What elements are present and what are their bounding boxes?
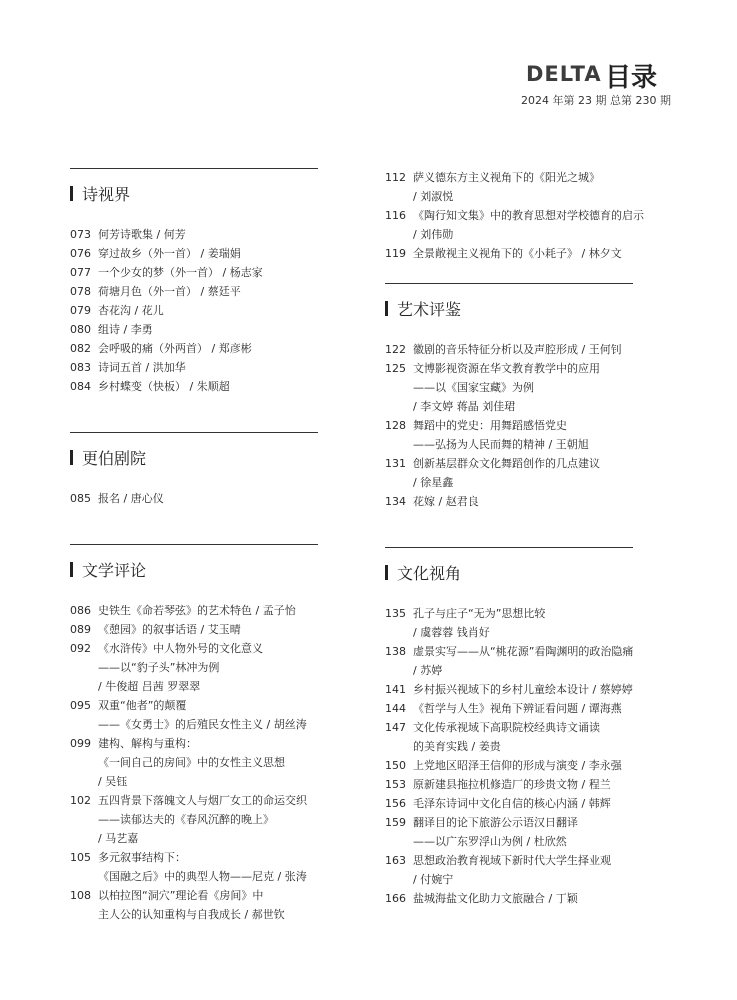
page-number: 086 <box>70 604 91 617</box>
page-number: 092 <box>70 642 91 655</box>
section-header <box>70 183 320 203</box>
toc-entry[interactable] <box>70 225 320 244</box>
section-continued <box>385 168 670 263</box>
entry-subtitle: 的美育实践 / 姜贵 <box>413 740 501 753</box>
toc-entry[interactable] <box>70 339 320 358</box>
toc-entry[interactable] <box>385 454 670 473</box>
page-title: 目录 <box>605 63 658 93</box>
entry-text: 报名 / 唐心仪 <box>98 492 164 505</box>
entry-text: 《水浒传》中人物外号的文化意义 <box>98 642 263 655</box>
toc-entry[interactable] <box>385 718 670 737</box>
section-marker <box>385 565 388 580</box>
entry-text: 双重“他者”的颠覆 <box>98 699 187 712</box>
toc-entry[interactable] <box>70 263 320 282</box>
entry-text: 乡村振兴视域下的乡村儿童绘本设计 / 蔡婷婷 <box>413 683 633 696</box>
page-number: 125 <box>385 362 406 375</box>
entry-text: 杏花沟 / 花儿 <box>98 304 164 317</box>
page-number: 166 <box>385 892 406 905</box>
delta-logo: DELTA <box>526 62 602 86</box>
section-shi-shi-jie <box>70 168 320 396</box>
toc-entry[interactable] <box>385 851 670 870</box>
entry-text: 全景敞视主义视角下的《小耗子》 / 林夕文 <box>413 247 622 260</box>
entry-subtitle: ——《女勇士》的后殖民女性主义 / 胡丝涛 <box>98 718 307 731</box>
page-number: 076 <box>70 247 91 260</box>
page-number: 150 <box>385 759 406 772</box>
page-number: 144 <box>385 702 406 715</box>
entry-subtitle: 主人公的认知重构与自我成长 / 郝世钦 <box>98 908 285 921</box>
toc-entry[interactable] <box>385 244 670 263</box>
page-number: 122 <box>385 343 406 356</box>
entry-text: 穿过故乡（外一首） / 姜瑞娟 <box>98 247 241 260</box>
page-number: 138 <box>385 645 406 658</box>
toc-entry[interactable] <box>70 601 320 620</box>
page-number: 159 <box>385 816 406 829</box>
entry-authors: / 牛俊超 吕茜 罗翠翠 <box>98 680 201 693</box>
toc-entry[interactable] <box>70 620 320 639</box>
toc-entry[interactable] <box>70 358 320 377</box>
section-yi-shu-ping-jian <box>385 283 670 511</box>
page-number: 116 <box>385 209 406 222</box>
entry-text: 文博影视资源在华文教育教学中的应用 <box>413 362 600 375</box>
page-number: 163 <box>385 854 406 867</box>
entry-text: 诗词五首 / 洪加华 <box>98 361 186 374</box>
section-title: 文学评论 <box>82 560 147 580</box>
entry-text: 《憩园》的叙事话语 / 艾玉晴 <box>98 623 241 636</box>
left-column <box>70 168 320 924</box>
entry-text: 虚景实写——从“桃花源”看陶渊明的政治隐痛 <box>413 645 634 658</box>
page-number: 082 <box>70 342 91 355</box>
toc-entry[interactable] <box>70 489 320 508</box>
page-number: 141 <box>385 683 406 696</box>
page-number: 112 <box>385 171 406 184</box>
entry-text: 史铁生《命若琴弦》的艺术特色 / 孟子怡 <box>98 604 296 617</box>
page-number: 095 <box>70 699 91 712</box>
entry-authors: / 李文婷 蒋晶 刘佳珺 <box>413 400 516 413</box>
page-number: 099 <box>70 737 91 750</box>
section-marker <box>70 450 73 465</box>
toc-entry[interactable] <box>70 301 320 320</box>
entry-text: 翻译目的论下旅游公示语汉日翻译 <box>413 816 578 829</box>
entry-text: 多元叙事结构下： <box>98 851 186 864</box>
header <box>0 0 737 110</box>
entry-text: 《陶行知文集》中的教育思想对学校德育的启示 <box>413 209 644 222</box>
page-number: 102 <box>70 794 91 807</box>
entry-subtitle: 《一间自己的房间》中的女性主义思想 <box>98 756 285 769</box>
page-number: 134 <box>385 495 406 508</box>
page-number: 135 <box>385 607 406 620</box>
toc-entry[interactable] <box>385 813 670 832</box>
page-number: 108 <box>70 889 91 902</box>
section-header <box>70 447 320 467</box>
entry-text: 乡村蝶变（快板） / 朱顺超 <box>98 380 230 393</box>
right-column <box>385 168 670 908</box>
section-wen-xue-ping-lun <box>70 544 320 924</box>
entry-authors: / 苏婷 <box>413 664 443 677</box>
toc-entry[interactable] <box>385 794 670 813</box>
entry-text: 徽剧的音乐特征分析以及声腔形成 / 王何钊 <box>413 343 622 356</box>
section-divider <box>385 283 633 284</box>
entry-text: 盐城海盐文化助力文旅融合 / 丁颖 <box>413 892 578 905</box>
entry-text: 《哲学与人生》视角下辨证看问题 / 谭海燕 <box>413 702 622 715</box>
toc-entry[interactable] <box>70 282 320 301</box>
entry-authors: / 刘伟勋 <box>413 228 454 241</box>
page-number: 089 <box>70 623 91 636</box>
toc-entry[interactable] <box>70 320 320 339</box>
section-header <box>385 562 670 582</box>
toc-entry[interactable] <box>70 377 320 396</box>
toc-entry[interactable] <box>385 680 670 699</box>
section-divider <box>70 168 318 169</box>
section-wen-hua-shi-jiao <box>385 547 670 908</box>
entry-text: 组诗 / 李勇 <box>98 323 153 336</box>
entry-subtitle: ——以“豹子头”林冲为例 <box>98 661 220 674</box>
entry-text: 思想政治教育视域下新时代大学生择业观 <box>413 854 611 867</box>
entry-text: 上党地区昭泽王信仰的形成与演变 / 李永强 <box>413 759 622 772</box>
issue-info: 2024 年第 23 期 总第 230 期 <box>521 94 671 107</box>
page-number: 131 <box>385 457 406 470</box>
toc-entry[interactable] <box>70 734 320 753</box>
entry-text: 会呼吸的痛（外两首） / 郑彦彬 <box>98 342 252 355</box>
page-number: 083 <box>70 361 91 374</box>
entry-text: 建构、解构与重构： <box>98 737 197 750</box>
page-number: 128 <box>385 419 406 432</box>
entry-subtitle: ——弘扬为人民而舞的精神 / 王朝旭 <box>413 438 589 451</box>
section-divider <box>70 432 318 433</box>
section-header <box>385 298 670 318</box>
section-title: 艺术评鉴 <box>397 299 462 319</box>
section-title: 诗视界 <box>82 184 131 204</box>
entry-authors: / 虞蓉蓉 钱肖好 <box>413 626 490 639</box>
toc-entry[interactable] <box>385 889 670 908</box>
toc-entry[interactable] <box>385 206 670 225</box>
toc-entry[interactable] <box>385 604 670 623</box>
toc-entry[interactable] <box>385 642 670 661</box>
toc-entry[interactable] <box>70 848 320 867</box>
entry-text: 舞蹈中的党史：用舞蹈感悟党史 <box>413 419 567 432</box>
entry-subtitle: 《国融之后》中的典型人物——尼克 / 张涛 <box>98 870 307 883</box>
entry-subtitle: ——读郁达夫的《春风沉醉的晚上》 <box>98 813 274 826</box>
entry-text: 荷塘月色（外一首） / 蔡廷平 <box>98 285 241 298</box>
section-title: 更伯剧院 <box>82 448 147 468</box>
entry-text: 花嫁 / 赵君良 <box>413 495 479 508</box>
page-number: 085 <box>70 492 91 505</box>
toc-entry[interactable] <box>385 168 670 187</box>
section-marker <box>385 301 388 316</box>
page-number: 078 <box>70 285 91 298</box>
section-marker <box>70 186 73 201</box>
toc-entry[interactable] <box>70 244 320 263</box>
section-title: 文化视角 <box>397 563 462 583</box>
entry-subtitle: ——以《国家宝藏》为例 <box>413 381 534 394</box>
entry-text: 萨义德东方主义视角下的《阳光之城》 <box>413 171 600 184</box>
toc-entry[interactable] <box>385 359 670 378</box>
toc-entry[interactable] <box>70 886 320 905</box>
entry-text: 五四背景下落魄文人与烟厂女工的命运交织 <box>98 794 307 807</box>
section-marker <box>70 562 73 577</box>
page-number: 073 <box>70 228 91 241</box>
entry-authors: / 马艺嘉 <box>98 832 139 845</box>
section-header <box>70 559 320 579</box>
entry-authors: / 付婉宁 <box>413 873 454 886</box>
toc-entry[interactable] <box>70 791 320 810</box>
entry-text: 文化传承视域下高职院校经典诗文诵读 <box>413 721 600 734</box>
toc-entry[interactable] <box>385 492 670 511</box>
entry-text: 毛泽东诗词中文化自信的核心内涵 / 韩辉 <box>413 797 611 810</box>
section-divider <box>70 544 318 545</box>
toc-entry[interactable] <box>385 340 670 359</box>
entry-authors: / 吴钰 <box>98 775 128 788</box>
entry-text: 原新建县拖拉机修造厂的珍贵文物 / 程兰 <box>413 778 611 791</box>
page-number: 105 <box>70 851 91 864</box>
toc-entry[interactable] <box>70 696 320 715</box>
section-geng-yi-ju-yuan <box>70 432 320 508</box>
entry-authors: / 徐星鑫 <box>413 476 454 489</box>
page-number: 156 <box>385 797 406 810</box>
entry-subtitle: ——以广东罗浮山为例 / 杜欣然 <box>413 835 567 848</box>
page-number: 080 <box>70 323 91 336</box>
entry-text: 何芳诗歌集 / 何芳 <box>98 228 186 241</box>
page-number: 147 <box>385 721 406 734</box>
entry-text: 以柏拉图“洞穴”理论看《房间》中 <box>98 889 264 902</box>
entry-text: 一个少女的梦（外一首） / 杨志家 <box>98 266 263 279</box>
entry-text: 创新基层群众文化舞蹈创作的几点建议 <box>413 457 600 470</box>
toc-entry[interactable] <box>385 699 670 718</box>
page-number: 119 <box>385 247 406 260</box>
toc-entry[interactable] <box>385 775 670 794</box>
page-number: 077 <box>70 266 91 279</box>
toc-entry[interactable] <box>70 639 320 658</box>
toc-entry[interactable] <box>385 416 670 435</box>
entry-text: 孔子与庄子“无为”思想比较 <box>413 607 546 620</box>
page-number: 084 <box>70 380 91 393</box>
toc-entry[interactable] <box>385 756 670 775</box>
page-number: 079 <box>70 304 91 317</box>
page-number: 153 <box>385 778 406 791</box>
section-divider <box>385 547 633 548</box>
entry-authors: / 刘淑悦 <box>413 190 454 203</box>
